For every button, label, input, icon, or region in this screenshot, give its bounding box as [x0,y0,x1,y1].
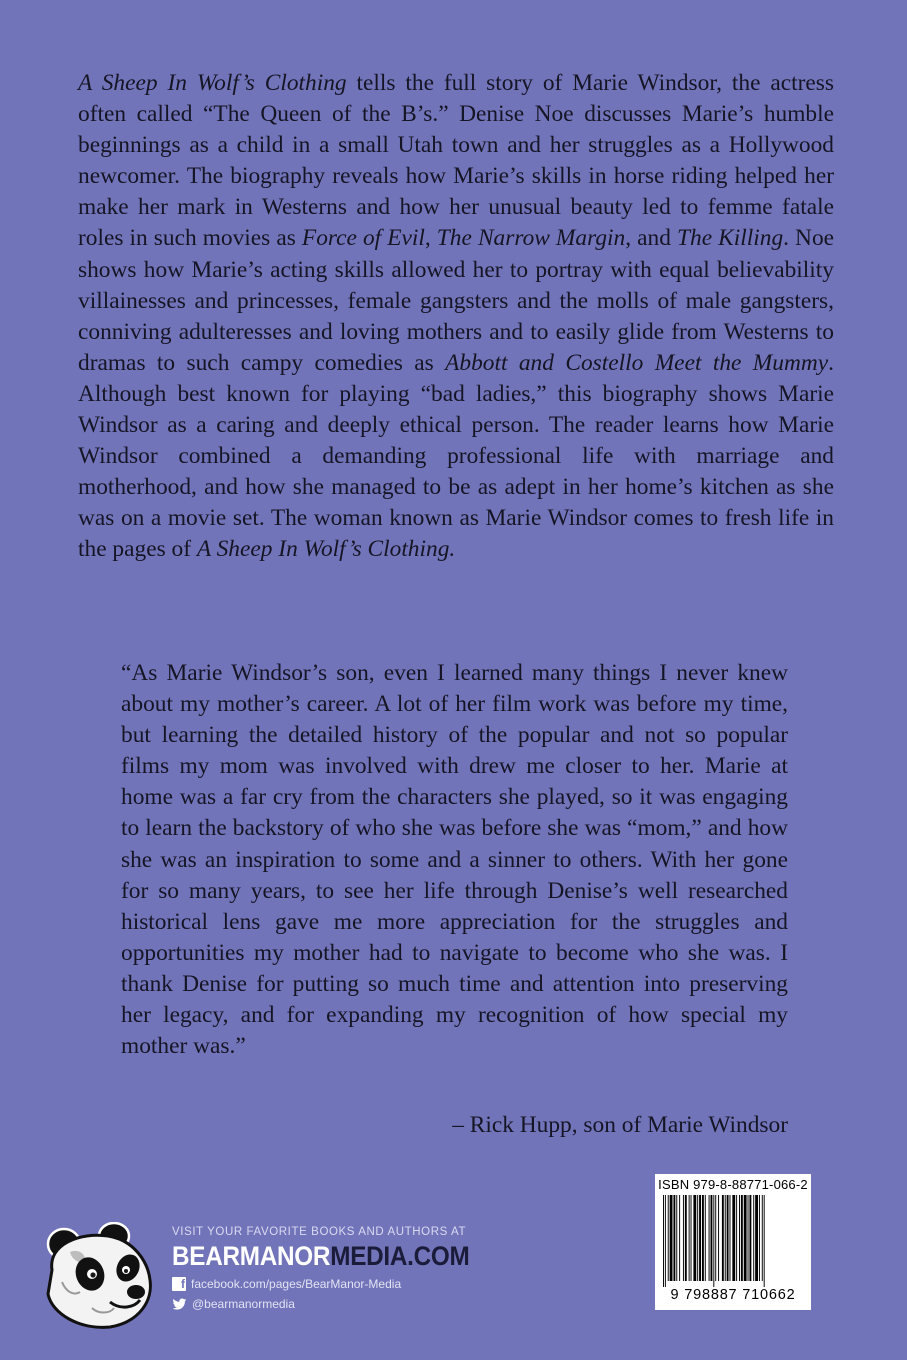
barcode-bar [711,1195,713,1281]
isbn-label: ISBN 979-8-88771-066-2 [658,1177,808,1192]
barcode-bar [713,1195,714,1287]
barcode-bar [759,1195,760,1281]
barcode-bar [676,1195,677,1281]
barcode-bar [697,1195,698,1281]
barcode-bar [749,1195,751,1281]
barcode-bar [715,1195,716,1281]
barcode-bar [762,1195,763,1281]
barcode-bar [741,1195,743,1281]
barcode-bars [661,1195,805,1287]
barcode-bar [691,1195,692,1281]
barcode-bar [753,1195,754,1281]
barcode-bar [665,1195,666,1287]
barcode-bar [673,1195,675,1281]
barcode-bar [679,1195,680,1281]
barcode-bar [730,1195,731,1281]
publisher-block [172,1225,503,1314]
brand-part2: MEDIA.COM [330,1241,470,1271]
italic-title: A Sheep In Wolf’s Clothing [78,70,347,96]
barcode-bar [699,1195,701,1281]
barcode-bar [683,1195,684,1281]
barcode-bar [702,1195,704,1281]
barcode-bar [670,1195,673,1281]
isbn-barcode [655,1174,811,1310]
italic-title: Force of Evil [301,225,425,252]
barcode-bar [748,1195,749,1281]
brand-part1: BEARMANOR [172,1241,331,1271]
barcode-bar [689,1195,690,1281]
blurb-text: . Although best known for playing “bad ladies,” this biography shows Marie Windsor as a caring and deeply ethical person. The reader learns how Marie Windsor combined a demanding professional life with marriage and motherhood, and how she managed to be as adept in her home’s kitchen as she was on a movie set. The woman known as Marie Windsor comes to fresh life in the pages of [78,349,834,563]
barcode-bar [663,1195,664,1287]
barcode-bar [739,1195,740,1281]
facebook-url: facebook.com/pages/BearManor-Media [191,1277,402,1291]
barcode-bar [727,1195,729,1281]
barcode-bar [705,1195,706,1281]
twitter-handle: @bearmanormedia [192,1297,295,1311]
blurb-text: tells the full story of Marie Windsor, the actress often called “The Queen of the B’s.” Denise Noe discusses Marie’s humble beginnings as a child in a small Utah town and her struggles as a Hollywood newcomer. The biography reveals how Marie’s skills in horse riding helped her make her mark in Westerns and how her unusual beauty led to femme fatale roles in such movies as [78,70,834,252]
barcode-bar [668,1195,669,1281]
panda-mascot-icon [40,1222,158,1334]
twitter-icon [172,1298,187,1311]
facebook-icon: f [172,1277,186,1291]
italic-title: The Narrow Margin [436,225,626,252]
barcode-bar [718,1195,719,1281]
publisher-website-link[interactable] [172,1240,470,1272]
visit-tagline: VISIT YOUR FAVORITE BOOKS AND AUTHORS AT [172,1226,467,1238]
barcode-bar [685,1195,687,1281]
italic-title: The Killing [677,225,784,252]
barcode-bar [744,1195,747,1281]
isbn-digits: 9 798887 710662 [670,1287,796,1303]
barcode-bar [732,1195,735,1281]
barcode-bar [693,1195,696,1281]
testimonial-quote: “As Marie Windsor’s son, even I learned many things I never knew about my mother’s career. A lot of her film work was before my time, but learning the detailed history of the popular and not so popular films my mom was involved with drew me closer to her. Marie at home was a far cry from the characters she played, so it was engaging to learn the backstory of who she was before she was “mom,” and how she was an inspiration to some and a sinner to others. With her gone for so many years, to see her life through Denise’s well researched historical lens gave me more appreciation for the struggles and opportunities my mother had to navigate to become who she was. I thank Denise for putting so much time and attention into preserving her legacy, and for expanding my recognition of how special my mother was.” [121,660,788,1060]
twitter-link[interactable] [172,1294,503,1314]
barcode-bar [736,1195,737,1281]
barcode-bar [755,1195,758,1281]
barcode-bar [722,1195,724,1281]
back-cover-blurb [78,68,834,566]
blurb-text: . Noe shows how Marie’s acting skills allowed her to portray with equal believability villainesses and princesses, female gangsters and the molls of male gangsters, conniving adulteresses and loving mothers and to easily glide from Westerns to dramas to such campy comedies as [78,225,835,376]
barcode-bar [764,1195,765,1287]
quote-attribution: – Rick Hupp, son of Marie Windsor [452,1112,788,1138]
facebook-link[interactable] [172,1274,503,1294]
italic-title: Abbott and Costello Meet the Mummy [445,349,829,376]
italic-title: A Sheep In Wolf’s Clothing. [196,536,456,563]
barcode-bar [725,1195,726,1281]
barcode-bar [709,1195,710,1281]
blurb-text: , [424,225,437,252]
blurb-text: , and [625,225,677,252]
